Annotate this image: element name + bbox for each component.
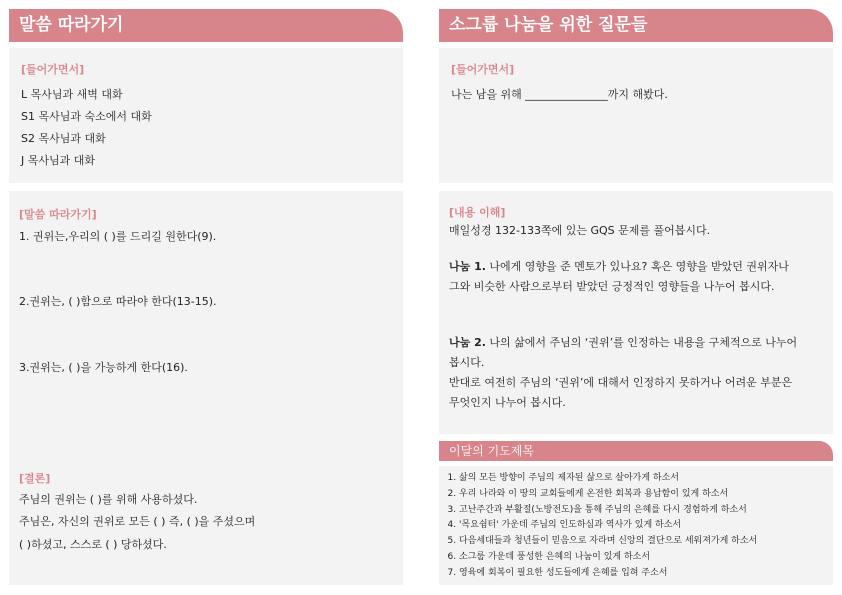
conclusion-line: ( )하셨고, 스스로 ( ) 당하셨다. — [19, 538, 167, 551]
follow-title: [말씀 따라가기] — [19, 208, 97, 221]
share-2-label: 나눔 2. — [449, 336, 486, 349]
right-header: 소그룹 나눔을 위한 질문들 — [439, 9, 833, 42]
share-2-text: 나의 삶에서 주님의 ‘권위’를 인정하는 내용을 구체적으로 나누어 — [485, 336, 798, 349]
prayer-item: 7. 영육에 회복이 필요한 성도들에게 은혜를 입혀 주소서 — [459, 566, 757, 582]
prayer-item: 2. 우리 나라와 이 땅의 교회들에게 온전한 회복과 용납함이 있게 하소서 — [459, 487, 757, 503]
left-intro-line: L 목사님과 새벽 대화 — [21, 88, 123, 101]
share-2-text: 무엇인지 나누어 봅시다. — [449, 396, 566, 409]
content-panel — [439, 191, 833, 434]
left-intro-line: S1 목사님과 숙소에서 대화 — [21, 110, 152, 123]
left-follow-panel — [9, 191, 403, 585]
prayer-item: 4. '목요쉼터' 가운데 주님의 인도하심과 역사가 있게 하소서 — [459, 518, 757, 534]
share-1-text: 나에게 영향을 준 멘토가 있나요? 혹은 영향을 받았던 권위자나 — [485, 260, 789, 273]
content-line: 매일성경 132-133쪽에 있는 GQS 문제를 풀어봅시다. — [449, 224, 711, 237]
left-intro-panel — [9, 48, 403, 183]
right-intro-line: 나는 남을 위해 _______________까지 해봤다. — [451, 88, 668, 101]
share-2 — [449, 333, 829, 413]
prayer-item: 5. 다음세대들과 청년들이 믿음으로 자라며 신앙의 결단으로 세워져가게 하소서 — [459, 534, 757, 550]
right-intro-panel — [439, 48, 833, 183]
follow-item: 3.권위는, ( )을 가능하게 한다(16). — [19, 361, 188, 374]
prayer-item: 6. 소그룹 가운데 풍성한 은혜의 나눔이 있게 하소서 — [459, 550, 757, 566]
left-intro-line: J 목사님과 대화 — [21, 154, 95, 167]
prayer-item: 1. 삶의 모든 방향이 주님의 제자된 삶으로 살아가게 하소서 — [459, 471, 757, 487]
left-header: 말씀 따라가기 — [9, 9, 403, 42]
share-1 — [449, 257, 829, 297]
follow-item: 1. 권위는,우리의 ( )를 드리길 원한다(9). — [19, 230, 217, 243]
conclusion-title: [결론] — [19, 472, 51, 485]
left-intro-line: S2 목사님과 대화 — [21, 132, 106, 145]
content-title: [내용 이해] — [449, 206, 506, 219]
share-1-label: 나눔 1. — [449, 260, 486, 273]
share-2-text: 봅시다. — [449, 356, 485, 369]
right-intro-title: [들어가면서] — [451, 63, 515, 76]
prayer-item: 3. 고난주간과 부활절(노방전도)을 통해 주님의 은혜를 다시 경험하게 하소서 — [459, 503, 757, 519]
follow-item: 2.권위는, ( )함으로 따라야 한다(13-15). — [19, 295, 217, 308]
left-intro-title: [들어가면서] — [21, 63, 85, 76]
prayer-panel — [439, 466, 833, 585]
prayer-header: 이달의 기도제목 — [439, 441, 833, 461]
share-2-text: 반대로 여전히 주님의 ‘권위’에 대해서 인정하지 못하거나 어려운 부분은 — [449, 376, 793, 389]
share-1-text: 그와 비슷한 사람으로부터 받았던 긍정적인 영향들을 나누어 봅시다. — [449, 280, 775, 293]
conclusion-line: 주님은, 자신의 권위로 모든 ( ) 즉, ( )을 주셨으며 — [19, 515, 256, 528]
prayer-list — [441, 471, 757, 582]
conclusion-line: 주님의 권위는 ( )를 위해 사용하셨다. — [19, 493, 198, 506]
